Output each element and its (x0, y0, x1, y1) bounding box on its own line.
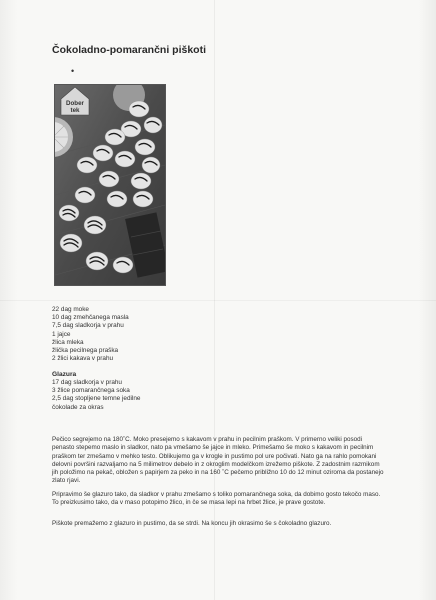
logo-text-line1: Dober (66, 100, 84, 107)
ingredient-item: 1 jajce (52, 330, 71, 338)
fold-line-horizontal (0, 300, 436, 301)
recipe-title: Čokoladno-pomarančni piškoti (52, 44, 207, 56)
ingredient-item: žlička pecilnega praška (52, 347, 119, 355)
glaze-ingredient-item: čokolade za okras (52, 403, 104, 411)
glaze-heading: Glazura (52, 371, 77, 378)
cookie-photo (54, 84, 166, 286)
ingredient-item: 22 dag moke (52, 306, 89, 313)
bullet-point: • (71, 66, 75, 76)
instructions-baking: Pečico segrejemo na 180˚C. Moko presejemo s kakavom v prahu in pecilnim praškom. V primerno veliki posodi penasto stepemo maslo in sladkor, nato pa vmešamo še jajce in mleko. Primešamo še moko s kakavom in pecilnim praškom ter zmešamo v mehko testo. Oblikujemo ga v krogle in pustimo pol ure počivati. Nato ga na rahlo pomokani delovni površini razvaljamo na 5 milimetrov debelo in z okroglim modelčkom izrežemo piškote. Z zadostnim razmikom jih položimo na pekač, obložen s papirjem za peko in na 160 ˚C pečemo približno 10 do 12 minut oziroma da postanejo zlato rjavi. (52, 436, 384, 485)
ingredient-item: 10 dag zmehčanega masla (52, 314, 129, 322)
ingredient-item: žlica mleka (52, 338, 84, 346)
glaze-ingredient-item: 2,5 dag stopljene temne jedilne (52, 395, 141, 403)
ingredient-item: 7,5 dag sladkorja v prahu (52, 322, 124, 330)
instructions-glaze: Pripravimo še glazuro tako, da sladkor v prahu zmešamo s toliko pomarančnega soka, da dobimo gosto tekočo maso. To preizkusimo tako, da v maso potopimo žlico, in če se masa lepi na hrbet žlice, je prave gostote. (52, 491, 381, 507)
ingredient-item: 2 žlici kakava v prahu (52, 355, 114, 363)
glaze-ingredient-list (52, 379, 140, 412)
glaze-ingredient-item: 17 dag sladkorja v prahu (52, 379, 122, 386)
logo-text-line2: tek (70, 107, 80, 114)
ingredient-list (52, 306, 129, 363)
glaze-ingredient-item: 3 žlice pomarančnega soka (52, 387, 130, 395)
instructions-finish: Piškote premažemo z glazuro in pustimo, da se strdi. Na koncu jih okrasimo še s čokoladno glazuro. (52, 520, 332, 527)
